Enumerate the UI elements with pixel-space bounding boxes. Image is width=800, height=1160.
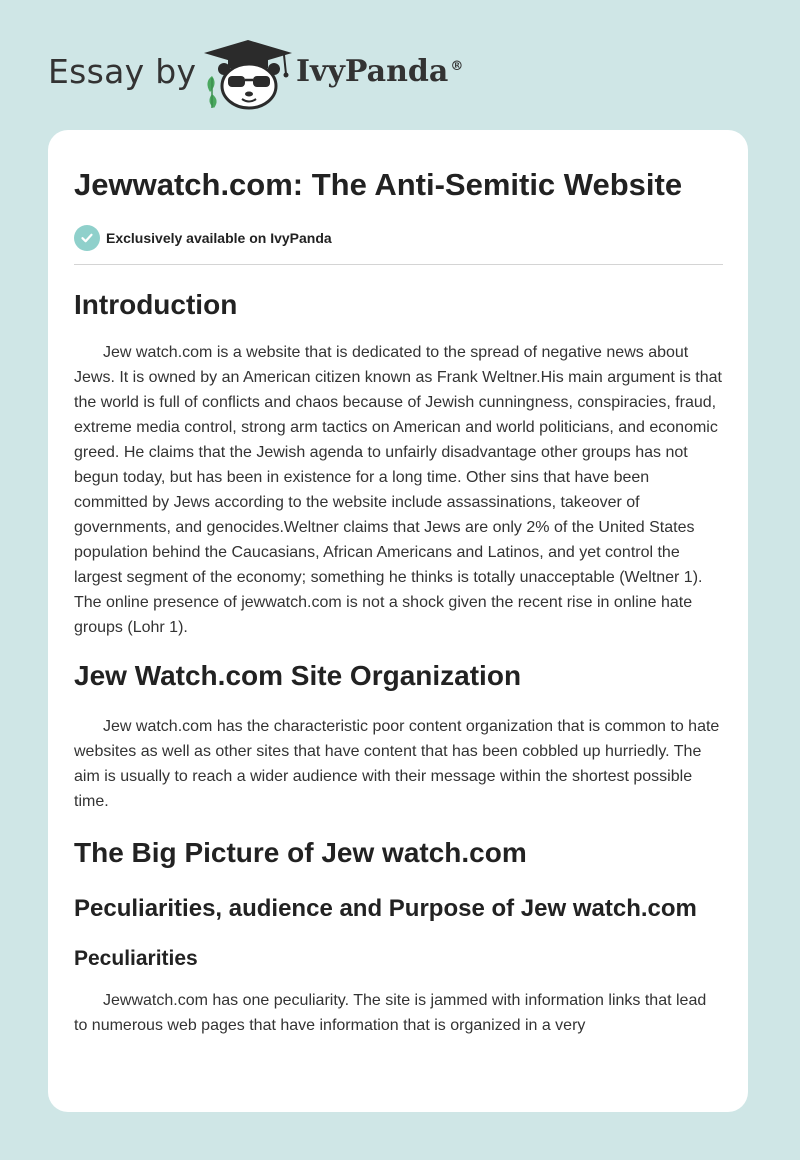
essay-content — [74, 130, 724, 1038]
check-circle-icon — [74, 225, 100, 251]
section-heading-big-picture: The Big Picture of Jew watch.com — [74, 837, 527, 868]
divider — [74, 264, 723, 265]
brand-header — [48, 36, 508, 112]
paragraph-peculiarities: Jewwatch.com has one peculiarity. The site is jammed with information links that lead to numerous web pages that have information that is organized in a very — [74, 992, 707, 1034]
brand-prefix: Essay by — [48, 52, 197, 91]
paragraph-site-organization: Jew watch.com has the characteristic poor content organization that is common to hate websites as well as other sites that have content that has been cobbled up hurriedly. The aim is usually to reach a wider audience with their message within the shortest possible time. — [74, 718, 720, 810]
subsubsection-heading-peculiarities: Peculiarities — [74, 947, 198, 970]
essay-card — [48, 130, 748, 1112]
badge-text: Exclusively available on IvyPanda — [106, 230, 332, 246]
panda-graduate-icon — [202, 36, 294, 112]
page-title: Jewwatch.com: The Anti-Semitic Website — [74, 167, 683, 202]
brand-name: IvyPanda ® — [296, 54, 464, 89]
exclusive-badge — [74, 225, 724, 251]
subsection-heading-audience-purpose: Peculiarities, audience and Purpose of Jew watch.com — [74, 895, 697, 922]
paragraph-introduction: Jew watch.com is a website that is dedicated to the spread of negative news about Jews. It is owned by an American citizen known as Frank Weltner.His main argument is that the world is full of conflicts and chaos because of Jewish cunningness, conspiracies, fraud, extreme media control, strong arm tactics on American and world politicians, and economic greed. He claims that the Jewish agenda to unfairly disadvantage other groups has not begun today, but has been in existence for a long time. Other sins that have been committed by Jews according to the website include assassinations, takeover of governments, and genocides.Weltner claims that Jews are only 2% of the United States population behind the Caucasians, African Americans and Latinos, and yet control the largest segment of the economy; something he thinks is totally unacceptable (Weltner 1). The online presence of jewwatch.com is not a shock given the recent rise in online hate groups (Lohr 1). — [74, 344, 722, 636]
section-heading-site-organization: Jew Watch.com Site Organization — [74, 660, 522, 691]
section-heading-introduction: Introduction — [74, 289, 238, 320]
